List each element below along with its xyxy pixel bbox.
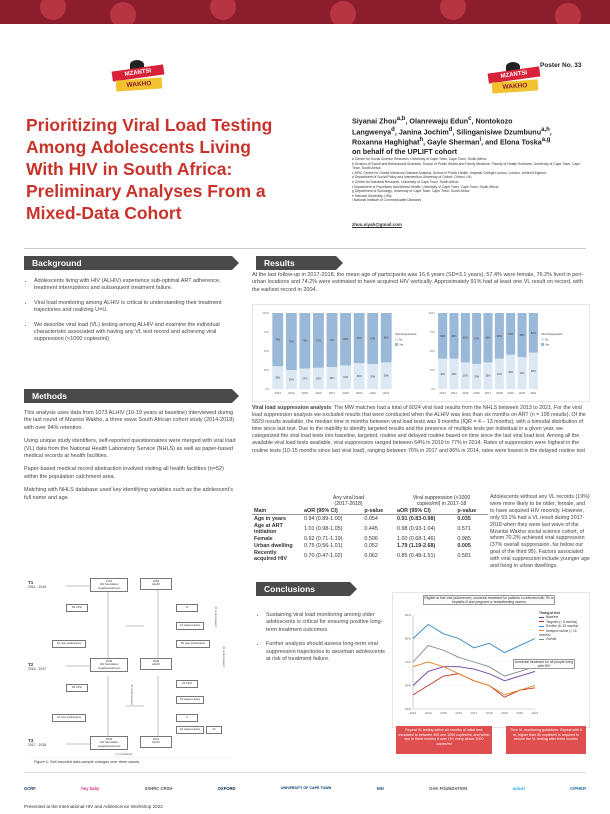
affiliation: d Department of Social Policy and Intervention University of Oxford, Oxford, UK;	[352, 175, 473, 180]
legend-title: Viral Suppressed	[395, 332, 417, 336]
bar-value-label: 67%	[474, 337, 480, 341]
legend-swatch	[395, 338, 398, 341]
results-side-text: Adolescents without any VL records (19%) were more likely to be older, female, and to have acquired HIV recently. However, only 53.1% had a VL result during 2017-2018 when they were last wave of the Mzantsi Wakho social science cohort, of whom 70.2% achieved viral suppression (37% overall suppression, far below our goal of the third 95). Factors associated with viral suppression include younger age and living in urban dwellings.	[490, 494, 590, 570]
bar-value-label: 30%	[275, 376, 281, 380]
affiliation: f Department of Psychiatry and Mental Health, University of Cape Town, Cape Town, South Africa;	[352, 184, 499, 189]
bar-value-label: 33%	[474, 375, 480, 379]
bar-value-label: 58%	[519, 334, 525, 338]
affiliation: b Division of Social and Behavioural Sciences, School of Public Health and Family Medicine, Faculty of Health Sciences, University of Cape Town, Cape Town, South Africa;	[352, 161, 581, 171]
x-tick-label: 2016	[455, 711, 463, 715]
mzantsi-wakho-logo-left: MZANTSI WAKHO	[108, 60, 168, 98]
guideline-note: Eligible at first visit (adherence), universal treatment for patients co-infected with TB or hepatitis B and pregnant or breastfeeding women	[424, 596, 554, 605]
x-tick-label: 2013	[409, 711, 417, 715]
table-cell: 0.92 (0.71-1.19)	[304, 535, 343, 542]
bar-value-label: 45%	[508, 370, 514, 374]
flow-node: 24	[206, 726, 222, 734]
sponsor-logo: OXFORD	[217, 785, 236, 791]
regression-table	[252, 494, 488, 562]
bar-value-label: 66%	[356, 337, 362, 341]
methods-paragraph: Matching with NHLS database used key identifying variables such as the adolescent's full name and age.	[24, 487, 233, 501]
flow-node: 65 CPH	[66, 684, 88, 692]
x-tick-label: 2016	[473, 391, 480, 395]
sponsor-logo: UNIVERSITY OF CAPE TOWN	[280, 786, 332, 790]
wave-label-t1: T1 2014 - 2015	[28, 580, 47, 589]
bar-charts-svg	[253, 305, 589, 401]
affiliation: c MRC Centre for Global Infectious Disease Analysis, School of Public Health, Imperial College London, London, United Kingdom;	[352, 170, 547, 175]
title-line: Preliminary Analyses From a	[26, 181, 266, 201]
legend-swatch	[539, 621, 544, 622]
bar-value-label: 42%	[519, 372, 525, 376]
affiliation: a Centre for Social Science Research, University of Cape Town, Cape Town, South Africa;	[352, 157, 487, 161]
y-tick-label: 0%	[431, 388, 435, 391]
legend-entry: Overall	[539, 637, 587, 641]
flow-node: 10 new participants	[52, 640, 86, 648]
bar-value-label: 40%	[496, 372, 502, 376]
table-cell: 0.70 (0.47-1.02)	[304, 552, 343, 559]
y-tick-label: 50%	[263, 350, 269, 353]
bar-value-label: 60%	[440, 334, 446, 338]
title-line: With HIV in South Africa:	[26, 159, 233, 179]
legend-entry: Targeted (< 6 months)	[539, 620, 587, 624]
x-tick-label: 2014	[450, 391, 458, 395]
legend-swatch	[395, 343, 398, 346]
title-line: Among Adolescents Living	[26, 137, 251, 157]
figure-caption: Figure 1: Self-reported data sample changes over three waves	[34, 760, 140, 764]
footer-note: Presented at the International HIV and Adolescence Workshop 2022	[24, 804, 163, 809]
banner-decoration	[110, 2, 136, 24]
x-tick-label: 2014	[288, 391, 295, 395]
x-tick-label: 2021	[531, 711, 539, 715]
sponsor-logo: OAK FOUNDATION	[429, 785, 468, 791]
table-cell: 0.98 (0.93-1.04)	[396, 525, 436, 532]
bar-value-label: 65%	[462, 336, 468, 340]
table-cell: 1.79 (1.19-2.68)	[396, 542, 436, 549]
bar-value-label: 35%	[485, 374, 491, 378]
bar-value-label: 35%	[383, 374, 389, 378]
legend-swatch	[539, 617, 544, 618]
y-tick-label: 80%	[404, 636, 411, 641]
table-cell: 0.91 (0.83-0.98)	[396, 515, 436, 522]
x-tick-label: 2019	[507, 391, 514, 395]
table-cell: 0.85 (0.48-1.51)	[396, 552, 436, 559]
table-cell: 1.00 (0.68-1.46)	[396, 535, 436, 542]
author-list: Siyanai Zhou$^{a,b}$, Olanrewaju Edun$^c$, Nontokozo Langwenya$^d$, Janina Jochim$^d$, Silinganisiwe Dzumbunu$^{a,h}$, Roxanna Haghighat$^h$, Gayle Sherman$^i$, and Elona Toska$^{a,g}$ on behalf of the UPLIFT cohort	[352, 116, 552, 156]
background-bullet: • Adolescents living with HIV (ALHIV) experience sub-optimal ART adherence, treatment interruptions and subsequent treatment failure.	[34, 278, 234, 293]
x-tick-label: 2017	[484, 391, 492, 395]
affiliation: h Harvard University, USA;	[352, 193, 393, 198]
x-tick-label: 2015	[440, 711, 447, 715]
sample-flow-diagram	[26, 576, 234, 758]
legend-title: Viral Suppressed	[541, 332, 563, 336]
y-tick-label: 25%	[263, 369, 269, 372]
table-header: p-value	[364, 507, 384, 514]
banner-decoration	[210, 0, 236, 20]
background-bullet: • Viral load monitoring among ALHIV is critical to understanding their treatment trajectories and realizing U=U.	[34, 300, 234, 315]
banner-decoration	[330, 1, 356, 24]
flow-node: 1049 HIV Serostatus negative/unknown	[90, 658, 128, 672]
table-cell: 0.571	[457, 525, 471, 532]
table-row	[252, 515, 488, 523]
y-tick-label: 25%	[429, 369, 435, 372]
bar-value-label: 40%	[440, 372, 446, 376]
legend-entry: Baseline	[539, 615, 587, 619]
legend-entry: No	[399, 338, 403, 342]
bar-value-label: 73%	[302, 339, 308, 343]
flow-node: 24 new participants	[52, 714, 86, 722]
bar-value-label: 60%	[496, 334, 502, 338]
flow-node: 1176 HIV Serostatus negative/unknown	[90, 578, 128, 592]
y-tick-label: 0%	[265, 388, 269, 391]
x-tick-label: 2018	[485, 711, 493, 715]
row-label: Urban dwelling	[254, 542, 293, 549]
title-line: Prioritizing Viral Load Testing	[26, 115, 273, 135]
y-tick-label: 70%	[404, 660, 411, 664]
viral-suppression-charts	[252, 304, 590, 402]
sponsor-logo: SSHRC CRSH	[144, 785, 173, 791]
x-tick-label: 2016	[315, 391, 322, 395]
table-group-header: Viral suppression (<1000 copies/ml) in 2017-18	[412, 494, 471, 507]
bar-value-label: 55%	[508, 332, 514, 336]
guideline-note: Universal treatment for all people living with HIV	[514, 660, 574, 669]
table-cell: 0.054	[364, 515, 378, 522]
bar-value-label: 75%	[288, 340, 294, 344]
suppression-timeline-chart	[392, 592, 590, 728]
methods-paragraph: Using unique study identifiers, self-reported questionnaires were merged with viral load (VL) data from the National Health Laboratory Service (NHLS) as well as paper-based medical records at health facilities.	[24, 438, 236, 460]
banner-decoration	[440, 0, 466, 20]
bar-value-label: 71%	[329, 338, 335, 342]
legend-swatch	[539, 630, 544, 631]
table-cell: 0.052	[364, 542, 378, 549]
y-tick-label: 90%	[404, 613, 411, 617]
conclusions-section	[256, 612, 386, 670]
bar-value-label: 60%	[451, 334, 457, 338]
flow-node: 1014 ALHIV	[140, 736, 172, 748]
x-tick-label: 2017	[328, 391, 336, 395]
legend-entry: Routine (6–15 months)	[539, 624, 587, 628]
table-header: Main	[254, 507, 267, 514]
flow-node: 83 CPH	[66, 604, 88, 612]
legend-swatch	[539, 639, 544, 640]
row-label: Female	[254, 535, 273, 542]
x-tick-label: 2014	[424, 711, 432, 715]
row-label: Age in years	[254, 515, 287, 522]
series-line	[413, 667, 535, 686]
conclusions-heading: Conclusions	[256, 582, 350, 596]
bar-value-label: 40%	[451, 372, 457, 376]
wave-label-t2: T2 2016 - 2017	[28, 662, 47, 671]
conclusion-bullet: • Further analysis should assess long-term viral suppression trajectories to ascertain adolescents at risk of treatment failure.	[266, 641, 386, 663]
methods-paragraph: This analysis uses data from 1073 ALHIV (10-19 years at baseline) interviewed during the last round of Mzantsi Wakho, a three wave South African cohort study (2014-2018) with over 94% retention.	[24, 410, 235, 431]
poster-number: Poster No. 33	[540, 62, 582, 69]
wave-label-t3: T3 2017 - 2018	[28, 738, 47, 747]
sponsor-logos	[24, 778, 586, 798]
bar-value-label: 69%	[343, 338, 348, 342]
sponsor-logo: unicef	[512, 785, 525, 791]
affiliation: i National Institute of Communicable Diseases	[352, 198, 422, 203]
background-section	[24, 278, 234, 351]
x-tick-label: 2013	[439, 391, 446, 395]
x-tick-label: 2017	[470, 711, 478, 715]
flow-node: 8	[176, 604, 198, 612]
flow-node: 1008 ALHIV	[140, 658, 172, 670]
x-tick-label: 2015	[462, 391, 469, 395]
table-cell: 0.75 (0.56-1.01)	[304, 542, 343, 549]
row-label: Age at ART initiation	[254, 522, 283, 535]
bar-value-label: 25%	[288, 378, 294, 382]
flow-node: 50 new participants	[176, 640, 210, 648]
flow-node: 1043 HIV Serostatus negative/unknown	[90, 736, 128, 750]
x-tick-label: 2013	[274, 391, 281, 395]
sponsor-logo: CIPHER	[570, 785, 586, 791]
table-cell: 0.005	[457, 542, 471, 549]
bar-value-label: 29%	[329, 376, 335, 380]
contact-email[interactable]: zhou.siyah@gmail.com	[352, 222, 402, 227]
methods-section	[24, 410, 236, 502]
bar-value-label: 33%	[370, 375, 376, 379]
flow-label: 1 unmatched	[116, 752, 133, 756]
table-cell: 0.985	[457, 535, 471, 542]
table-cell: 1.01 (0.98-1.05)	[304, 525, 343, 532]
sponsor-logo: hey baby	[81, 785, 100, 791]
table-header: aOR (95% CI)	[396, 507, 431, 514]
chart-legend: Timing of test Baseline Targeted (< 6 months) Routine (6–15 months) Delayed routine (> 15 months) Overall	[539, 611, 587, 642]
top-banner	[0, 0, 610, 24]
methods-paragraph: Paper-based medical record abstraction involved visiting all health facilities (n=52) within the population catchment area.	[24, 466, 224, 480]
bar-value-label: 65%	[383, 336, 389, 340]
title-line: Mixed-Data Cohort	[26, 203, 182, 223]
bar-value-label: 65%	[485, 336, 491, 340]
bar-value-label: 72%	[316, 339, 321, 343]
legend-swatch	[541, 343, 544, 346]
bar-value-label: 70%	[275, 338, 281, 342]
flow-node: 2	[176, 714, 198, 722]
bar-value-label: 27%	[302, 377, 308, 381]
table-row	[252, 542, 488, 549]
flow-node: 1059 ALHIV	[140, 578, 172, 590]
results-heading: Results	[256, 256, 336, 270]
flow-label: 31 reinterviewed	[222, 646, 226, 667]
y-tick-label: 100%	[428, 312, 435, 315]
y-tick-label: 75%	[429, 331, 435, 334]
flow-label: 44 reinterviewed	[130, 684, 134, 705]
x-tick-label: 2018	[342, 391, 349, 395]
table-row	[252, 535, 488, 542]
legend-entry: Delayed routine (> 15 months)	[539, 628, 577, 638]
section-divider	[24, 248, 586, 249]
poster-title	[26, 114, 346, 224]
table-cell: 0.035	[457, 515, 471, 522]
table-cell: 0.506	[364, 535, 378, 542]
bar-value-label: 52%	[530, 331, 536, 335]
bar-value-label: 35%	[462, 374, 468, 378]
table-header: p-value	[457, 507, 477, 514]
background-heading: Background	[24, 256, 232, 270]
results-intro: At the last follow-up in 2017-2018, the mean age of participants was 16.6 years (SD=3.1 years), 57.4% were female, 76.2% lived in peri-urban locations and 74.2% were estimated to have acquired HIV vertically. Approximately 91% had at least one VL result on record, with the earliest record in 2004.	[252, 272, 584, 293]
table-group-header: Any viral load (2017-2018)	[332, 494, 365, 507]
y-tick-label: 50%	[429, 350, 435, 353]
affiliation: g Department of Sociology, University of Cape Town, Cape Town, South Africa;	[352, 189, 470, 194]
flow-node: 16 CPH	[176, 680, 198, 688]
flow-node: 22 passed away	[176, 726, 204, 734]
table-row	[252, 522, 488, 535]
affiliation: e Centre for Actuarial Research, University of Cape Town, South Africa;	[352, 179, 459, 184]
bar-value-label: 48%	[530, 369, 536, 373]
legend-entry: Yes	[545, 343, 550, 347]
x-tick-label: 2021	[530, 391, 537, 395]
table-cell: 0.94 (0.89-1.00)	[304, 515, 343, 522]
sponsor-logo: GCRF	[24, 785, 36, 791]
table-cell: 0.581	[457, 552, 471, 559]
table-cell: 0.445	[364, 525, 378, 532]
legend-swatch	[539, 626, 544, 627]
flow-node: 13 passed away	[176, 622, 204, 630]
vl-paragraph: Viral load suppression analysis: The MW matches had a total of 6024 viral load results from the NHLS between 2013 to 2021. For the viral load suppression analysis we excluded results that were conducted when the ALHIV was less than six months on ART (n = 195 results). Of the 5829 results available, the median time in months between viral load tests was 9 months (IQR = 4 – 13 months), with a bimodal distribution of time since last test. Due to the inability to identify targeted results and the presence of multiple tests per individual in a given year, we categorized the viral load tests into baseline, targeted, routine and delayed routine based on time since the last viral load test. Among all the available viral load tests available, viral suppression ranged between 64% in 2019 to 77% in 2014. Rates of suppression were highest in the routine tests (10-15 months since last viral load), ranging between 76% in 2017 and 86% in 2014, rates were lowest in the delayed routine test	[252, 405, 586, 454]
x-tick-label: 2018	[496, 391, 503, 395]
mzantsi-wakho-logo-right: MZANTSI WAKHO	[484, 62, 544, 100]
legend-swatch	[541, 338, 544, 341]
guideline-box: Repeat VL testing within six months of initial test; escalated to between 400 and 1000 copies/ml, and within two to three months if over 1%; every above 1000 copies/ml	[396, 726, 492, 754]
x-tick-label: 2020	[516, 711, 524, 715]
table-cell: 0.062	[364, 552, 378, 559]
y-tick-label: 75%	[263, 331, 269, 334]
guideline-box: Time VL monitoring guidelines. Repeat with 6 m, higher than 50 copies/ml is required to ensure the VL testing after three months	[506, 726, 586, 754]
bar-value-label: 34%	[356, 375, 362, 379]
legend-entry: No	[545, 338, 549, 342]
conclusion-bullet: • Sustaining viral load monitoring among older adolescents is critical for ensuring positive long-term treatment outcomes.	[266, 612, 386, 634]
table-header: aOR (95% CI)	[304, 507, 338, 514]
banner-decoration	[40, 0, 66, 20]
x-tick-label: 2020	[518, 391, 526, 395]
row-label: Recently acquired HIV	[254, 549, 287, 562]
banner-decoration	[555, 3, 581, 24]
x-tick-label: 2019	[501, 711, 508, 715]
legend-entry: Yes	[399, 343, 404, 347]
y-tick-label: 60%	[404, 683, 411, 688]
methods-heading: Methods	[24, 389, 232, 403]
footer-divider	[24, 772, 586, 773]
bar-value-label: 28%	[316, 377, 321, 381]
x-tick-label: 2019	[355, 391, 363, 395]
bar-value-label: 67%	[370, 337, 376, 341]
bar-value-label: 31%	[343, 376, 348, 380]
affiliations	[352, 157, 588, 203]
x-tick-label: 2021	[383, 391, 390, 395]
y-tick-label: 100%	[262, 312, 269, 315]
table-row	[252, 549, 488, 562]
background-bullet: • We describe viral load (VL) testing among ALHIV and examine the individual characteristic associated with having any VL test record and achieving viral suppression (<1000 copies/ml)	[34, 322, 234, 344]
flow-node: 51 passed away	[176, 696, 204, 704]
y-tick-label: 50%	[404, 707, 411, 711]
flow-label: 47 reinterviewed	[214, 606, 218, 627]
x-tick-label: 2020	[369, 391, 376, 395]
x-tick-label: 2015	[301, 391, 309, 395]
sponsor-logo: NIH	[376, 785, 384, 791]
